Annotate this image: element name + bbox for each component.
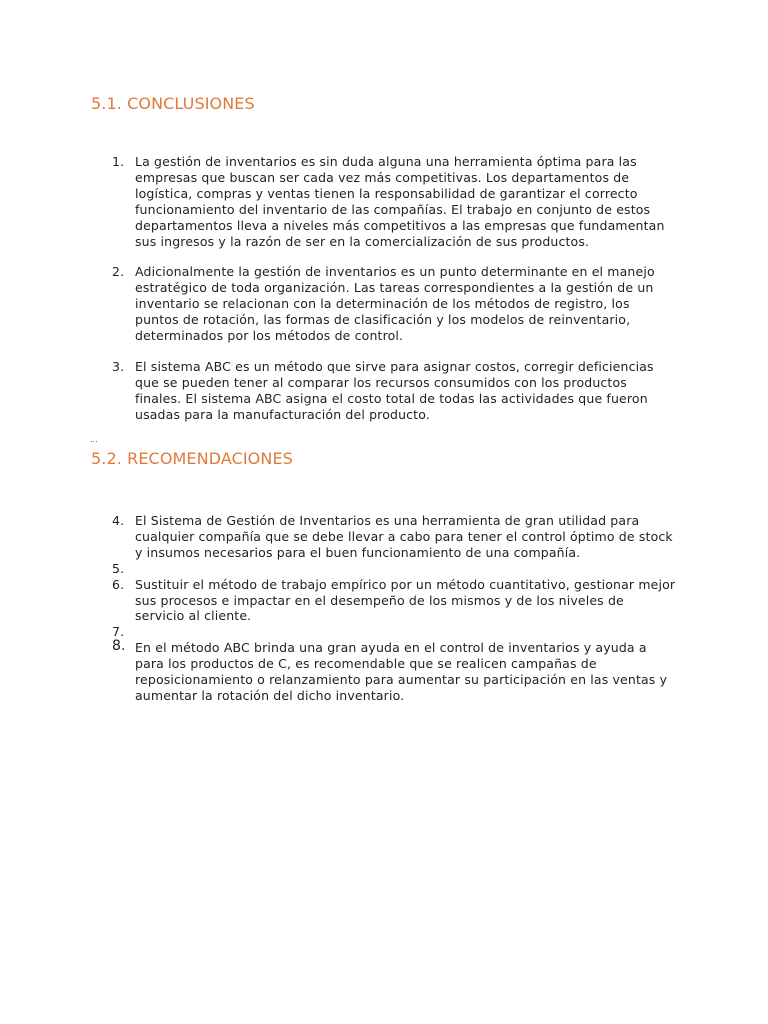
item-text: Sustituir el método de trabajo empírico por un método cuantitativo, gestionar mejor sus procesos e impactar en el desempeño de los mismos y de los niveles de servicio al cliente. <box>135 576 676 624</box>
list-item <box>0 577 768 625</box>
item-text <box>135 561 677 577</box>
item-number: 4. <box>112 513 125 528</box>
item-text: El Sistema de Gestión de Inventarios es una herramienta de gran utilidad para cualquier compañía que se debe llevar a cabo para tener el control óptimo de stock y insumos necesarios para el buen funcionamiento de una compañía. <box>135 513 673 560</box>
list-item <box>0 640 768 704</box>
item-number: 7. <box>112 624 125 640</box>
item-number: 3. <box>112 358 125 374</box>
separator-mark: ... <box>90 435 98 444</box>
list-item <box>0 513 768 561</box>
item-text: La gestión de inventarios es sin duda alguna una herramienta óptima para las empresas que buscan ser cada vez más competitivas. Los departamentos de logística, compras y ventas tienen la responsabilidad de garantizar el correcto funcionamiento del inventario de las compañías. El trabajo en conjunto de estos departamentos lleva a niveles más competitivos a las empresas que fundamentan sus ingresos y la razón de ser en la comercialización de sus productos. <box>135 154 665 249</box>
recommendations-heading: 5.2. RECOMENDACIONES <box>91 449 293 468</box>
recommendations-list <box>0 513 768 704</box>
conclusions-list <box>0 154 768 423</box>
list-item <box>0 264 768 344</box>
item-text: Adicionalmente la gestión de inventarios es un punto determinante en el manejo estratégico de toda organización. Las tareas correspondientes a la gestión de un inventario se relacionan con la determinación de los métodos de registro, los puntos de rotación, las formas de clasificación y los modelos de reinventario, determinados por los métodos de control. <box>135 264 655 344</box>
item-text <box>135 624 677 640</box>
item-number: 6. <box>112 576 125 592</box>
item-number: 8. <box>112 638 126 655</box>
list-item <box>0 359 768 423</box>
list-item <box>0 154 768 249</box>
item-text: En el método ABC brinda una gran ayuda en el control de inventarios y ayuda a para los productos de C, es recomendable que se realicen campañas de reposicionamiento o relanzamiento para aumentar su participación en las ventas y aumentar la rotación del dicho inventario. <box>135 640 668 703</box>
list-item <box>0 561 768 577</box>
item-number: 5. <box>112 560 125 576</box>
conclusions-heading: 5.1. CONCLUSIONES <box>91 94 255 113</box>
item-text: El sistema ABC es un método que sirve para asignar costos, corregir deficiencias que se pueden tener al comparar los recursos consumidos con los productos finales. El sistema ABC asigna el costo total de todas las actividades que fueron usadas para la manufacturación del producto. <box>135 358 654 422</box>
item-number: 1. <box>112 154 125 169</box>
item-number: 2. <box>112 264 125 280</box>
